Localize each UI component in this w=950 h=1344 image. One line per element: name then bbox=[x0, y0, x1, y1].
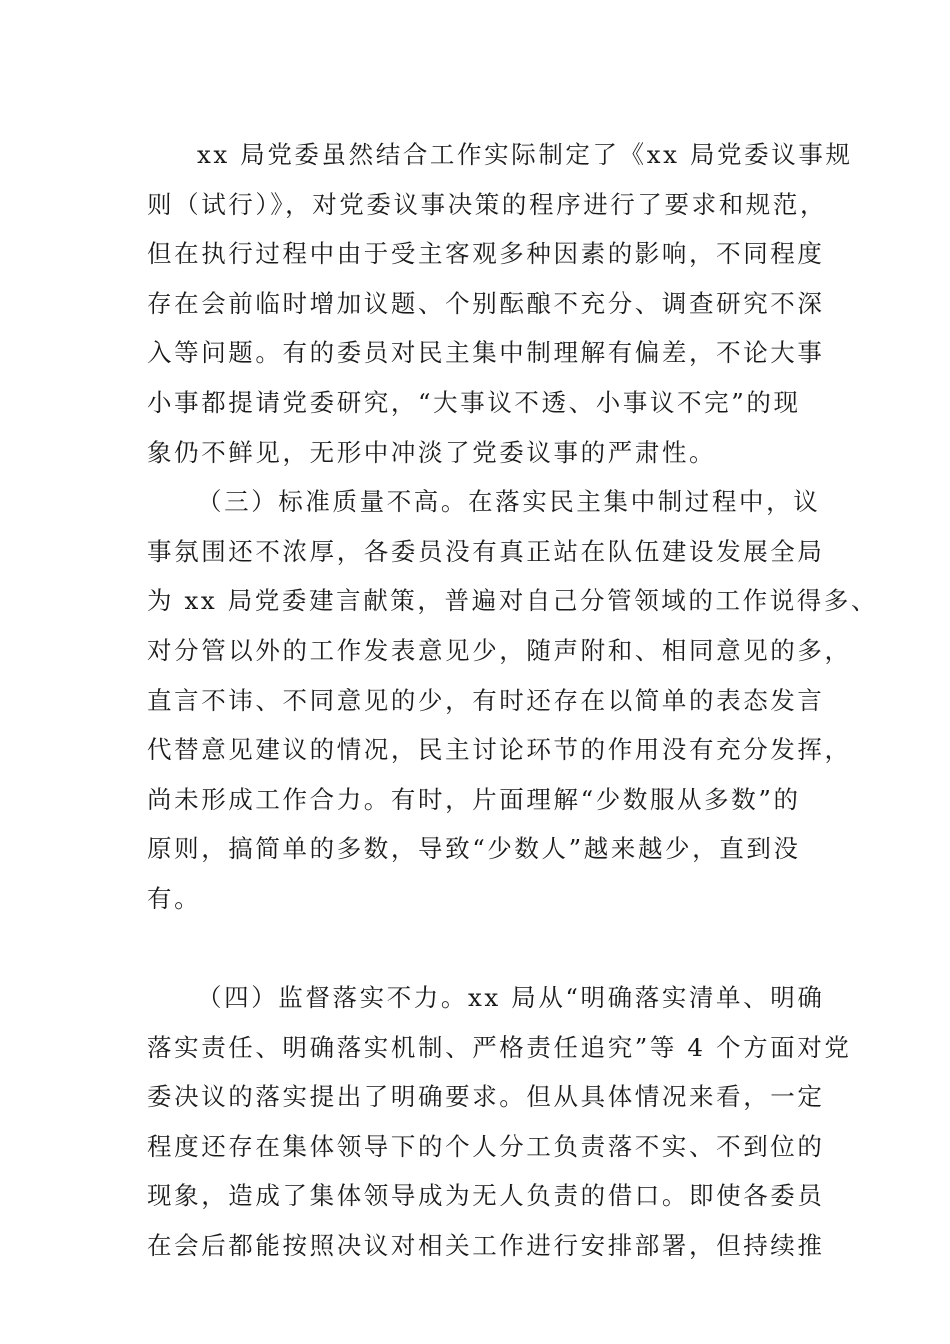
paragraph-section-four-supervision bbox=[147, 973, 852, 1271]
text-line: 尚未形成工作合力。有时，片面理解“少数服从多数”的 bbox=[147, 784, 801, 814]
document-body bbox=[147, 130, 879, 1271]
text-line: 直言不讳、不同意见的少，有时还存在以简单的表态发言 bbox=[147, 685, 825, 715]
text-line: 程度还存在集体领导下的个人分工负责落不实、不到位的 bbox=[147, 1131, 825, 1161]
text-line: 原则，搞简单的多数，导致“少数人”越来越少，直到没 bbox=[147, 834, 801, 864]
text-line: xx 局党委虽然结合工作实际制定了《xx 局党委议事规 bbox=[197, 140, 853, 169]
text-line: 对分管以外的工作发表意见少，随声附和、相同意见的多， bbox=[147, 635, 852, 665]
text-line: 象仍不鲜见，无形中冲淡了党委议事的严肃性。 bbox=[147, 437, 717, 467]
text-line: 入等问题。有的委员对民主集中制理解有偏差，不论大事 bbox=[147, 338, 825, 368]
text-line: 代替意见建议的情况，民主讨论环节的作用没有充分发挥， bbox=[147, 735, 852, 765]
text-line: 但在执行过程中由于受主客观多种因素的影响，不同程度 bbox=[147, 239, 825, 269]
text-line: 落实责任、明确落实机制、严格责任追究”等 4 个方面对党 bbox=[147, 1032, 852, 1062]
text-line: （三）标准质量不高。在落实民主集中制过程中，议 bbox=[197, 487, 821, 517]
text-line bbox=[147, 924, 797, 974]
text-line: 则（试行）》，对党委议事决策的程序进行了要求和规范， bbox=[147, 189, 828, 219]
text-line: 现象，造成了集体领导成为无人负责的借口。即使各委员 bbox=[147, 1181, 825, 1211]
text-line: 在会后都能按照决议对相关工作进行安排部署，但持续推 bbox=[147, 1231, 825, 1261]
text-line: 小事都提请党委研究，“大事议不透、小事议不完”的现 bbox=[147, 387, 801, 417]
text-line: 事氛围还不浓厚，各委员没有真正站在队伍建设发展全局 bbox=[147, 536, 825, 566]
text-line: （四）监督落实不力。xx 局从“明确落实清单、明确 bbox=[197, 983, 825, 1013]
text-line: 为 xx 局党委建言献策，普遍对自己分管领域的工作说得多、 bbox=[147, 586, 879, 616]
paragraph-party-committee-rules bbox=[147, 130, 853, 477]
text-line: 委决议的落实提出了明确要求。但从具体情况来看，一定 bbox=[147, 1082, 825, 1112]
text-line: 有。 bbox=[147, 883, 202, 913]
text-line: 存在会前临时增加议题、个别酝酿不充分、调查研究不深 bbox=[147, 288, 825, 318]
paragraph-section-three-quality bbox=[147, 477, 879, 973]
